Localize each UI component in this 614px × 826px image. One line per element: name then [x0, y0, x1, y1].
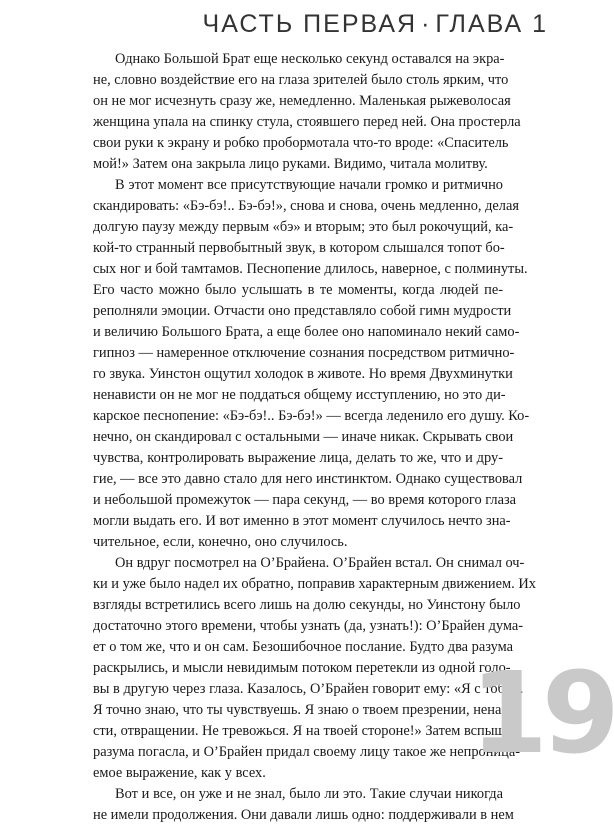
text-line: сти, отвращении. Не тревожься. Я на твоей стороне!» Затем вспышка — [93, 723, 519, 739]
text-line: скандировать: «Бэ-бэ!.. Бэ-бэ!», снова и снова, очень медленно, делая — [93, 198, 519, 214]
text-line: и небольшой промежуток — пара секунд, — во время которого глаза — [93, 492, 517, 508]
text-line: ненависти он не мог не поддаться общему исступлению, но это ди- — [93, 387, 506, 403]
text-line: женщина упала на спинку стула, стоявшего перед ней. Она простерла — [93, 114, 521, 130]
text-line: не, словно воздействие его на глаза зрителей было столь ярким, что — [93, 72, 509, 88]
text-line: В этот момент все присутствующие начали громко и ритмично — [115, 177, 503, 193]
text-line: могли выдать его. И вот именно в этот момент случилось нечто зна- — [93, 513, 511, 529]
text-line: долгую паузу между первым «бэ» и вторым; это был рокочущий, ка- — [93, 219, 514, 235]
text-line: чувства, контролировать выражение лица, делать то же, что и дру- — [93, 450, 503, 466]
text-line: вы в другую через глаза. Казалось, О’Брайен говорит ему: «Я с тобой. — [93, 681, 524, 697]
text-line: карское песнопение: «Бэ-бэ!.. Бэ-бэ!» — всегда леденило его душу. Ко- — [93, 408, 530, 424]
text-line: мой!» Затем она закрыла лицо руками. Видимо, читала молитву. — [93, 156, 488, 172]
text-line: достаточно этого времени, чтобы узнать (да, узнать!): О’Брайен дума- — [93, 618, 524, 634]
text-line: он не мог исчезнуть сразу же, немедленно. Маленькая рыжеволосая — [93, 93, 511, 109]
text-line: раскрылись, и мысли невидимым потоком перетекли из одной голо- — [93, 660, 511, 676]
text-line: го звука. Уинстон ощутил холодок в животе. Но время Двухминутки — [93, 366, 513, 382]
text-line: и величию Большого Брата, а еще более оно напоминало некий само- — [93, 324, 520, 340]
text-line: свои руки к экрану и робко пробормотала что-то вроде: «Спаситель — [93, 135, 509, 151]
chapter-title: ГЛАВА 1 — [435, 10, 548, 38]
text-line: Его часто можно было услышать в те моменты, когда людей пе- — [93, 282, 503, 298]
running-head — [203, 9, 548, 39]
text-line: не имели продолжения. Они давали лишь одно: поддерживали в нем — [93, 807, 514, 823]
text-line: Он вдруг посмотрел на О’Брайена. О’Брайен встал. Он снимал оч- — [115, 555, 525, 571]
text-line: Однако Большой Брат еще несколько секунд оставался на экра- — [115, 51, 505, 67]
text-line: кой-то странный первобытный звук, в котором слышался топот бо- — [93, 240, 505, 256]
text-line: гие, — все это давно стало для него инстинктом. Однако существовал — [93, 471, 523, 487]
text-line: нечно, он скандировал с остальными — иначе никак. Скрывать свои — [93, 429, 514, 445]
text-line: разума погасла, и О’Брайен придал своему лицу такое же непроница- — [93, 744, 521, 760]
text-line: гипноз — намеренное отключение сознания посредством ритмично- — [93, 345, 515, 361]
body-text — [93, 49, 536, 826]
text-line: ки и уже было надел их обратно, поправив характерным движением. Их — [93, 576, 536, 592]
page-number: 19 — [470, 649, 614, 779]
text-line: чительное, если, конечно, оно случилось. — [93, 534, 348, 550]
text-line: взгляды встретились всего лишь на долю секунды, но Уинстону было — [93, 597, 521, 613]
text-line: сых ног и бой тамтамов. Песнопение длилось, наверное, с полминуты. — [93, 261, 528, 277]
part-title: ЧАСТЬ ПЕРВАЯ — [202, 10, 418, 38]
header-separator: · — [421, 10, 432, 38]
text-line: реполняли эмоции. Отчасти оно представляло собой гимн мудрости — [93, 303, 512, 319]
text-line: Вот и все, он уже и не знал, было ли это. Такие случаи никогда — [115, 786, 503, 802]
text-line: Я точно знаю, что ты чувствуешь. Я знаю о твоем презрении, ненави- — [93, 702, 521, 718]
text-line: емое выражение, как у всех. — [93, 765, 266, 781]
text-line: ет о том же, что и он сам. Безошибочное послание. Будто два разума — [93, 639, 514, 655]
